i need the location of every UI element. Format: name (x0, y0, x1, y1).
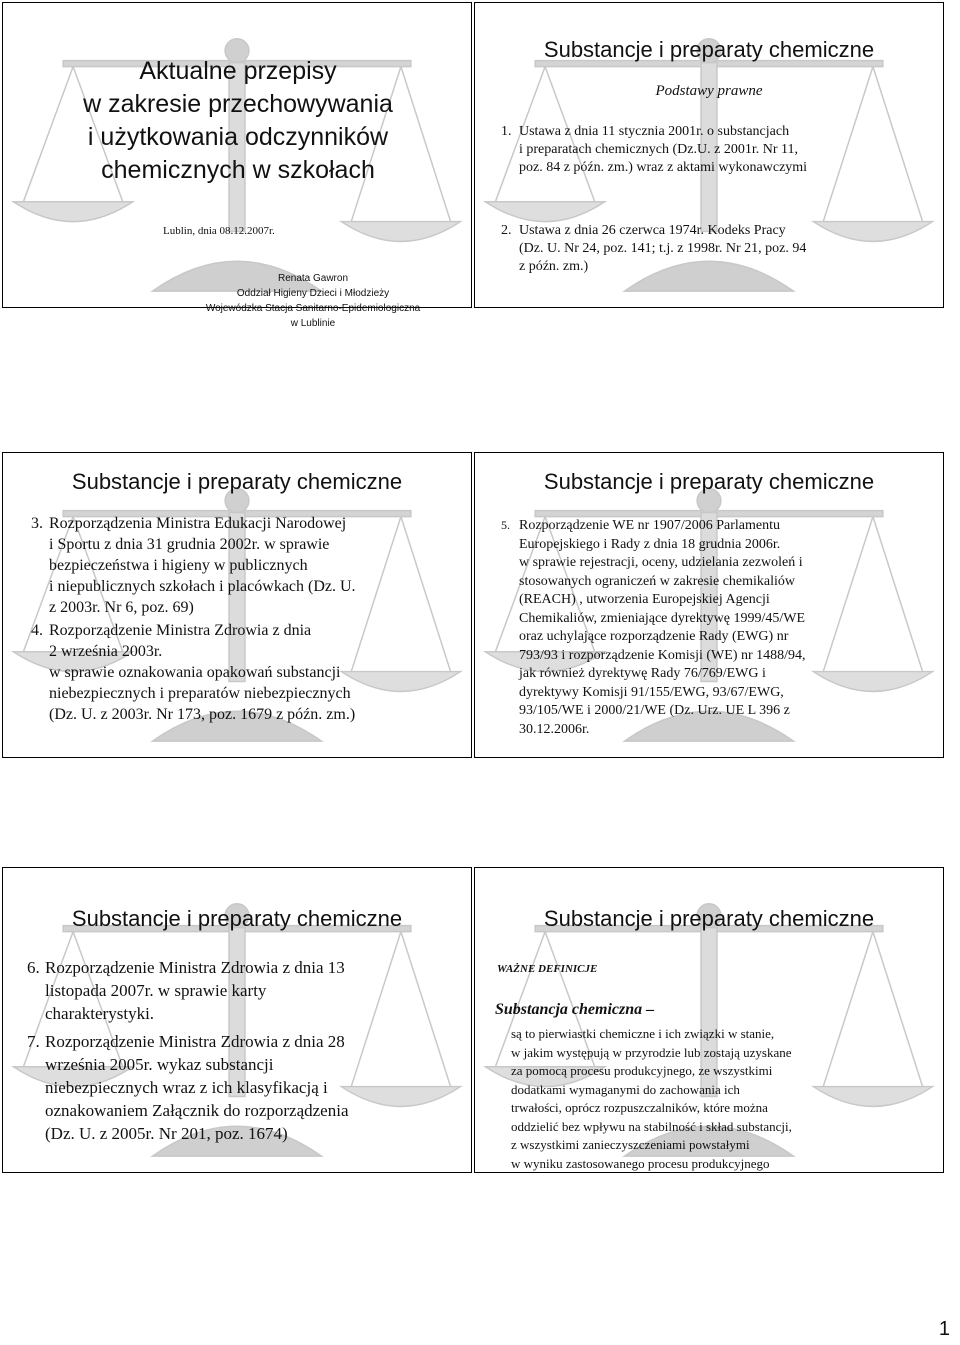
item-line: i Sportu z dnia 31 grudnia 2002r. w sprawie (49, 536, 330, 553)
definition-line: dodatkami wymaganymi do zachowania ich (511, 1081, 740, 1097)
slide-6 (474, 867, 944, 1173)
page-number: 1 (938, 1318, 950, 1340)
item-line: Europejskiego i Rady z dnia 18 grudnia 2006r. (519, 536, 781, 552)
author-dept: Oddział Higieny Dzieci i Młodzieży (236, 288, 390, 299)
definition-line: z wszystkimi zanieczyszczeniami powstałymi (511, 1137, 750, 1152)
item-line: (REACH) , utworzenia Europejskiej Agencji (519, 592, 770, 607)
item-line: Rozporządzenie WE nr 1907/2006 Parlamentu (519, 518, 780, 533)
item-line: stosowanych ograniczeń w zakresie chemikaliów (519, 573, 796, 589)
item-number: 1. (501, 124, 512, 139)
item-line: poz. 84 z późn. zm.) wraz z aktami wykonawczymi (519, 160, 808, 175)
item-line: z późn. zm.) (519, 259, 589, 274)
slide-1-title (3, 55, 473, 187)
lecture-date: Lublin, dnia 08.12.2007r. (163, 225, 275, 237)
author-block (198, 271, 428, 331)
list-item-5 (501, 516, 806, 739)
item-line: Chemikaliów, zmieniające dyrektywę 1999/45/WE (519, 610, 806, 626)
item-line: Rozporządzenie Ministra Zdrowia z dnia 13 (45, 958, 345, 977)
item-line: w sprawie oznakowania opakowań substancji (49, 664, 341, 681)
item-line: 793/93 i rozporządzenie Komisji (WE) nr 1488/94, (519, 647, 806, 663)
item-line: niebezpiecznych i preparatów niebezpiecznych (49, 685, 351, 702)
list-item-3 (31, 513, 356, 618)
slide-5 (2, 867, 472, 1173)
slide-title: Substancje i preparaty chemiczne (71, 906, 403, 931)
list-item-6 (27, 956, 345, 1025)
item-number: 2. (501, 223, 512, 238)
item-line: 2 września 2003r. (49, 643, 163, 660)
item-number: 3. (31, 515, 43, 532)
item-line: Rozporządzenie Ministra Zdrowia z dnia 28 (45, 1032, 345, 1051)
item-line: (Dz. U. Nr 24, poz. 141; t.j. z 1998r. Nr 21, poz. 94 (519, 241, 807, 256)
slide-subtitle: Podstawy prawne (655, 83, 763, 99)
slide-title: Substancje i preparaty chemiczne (71, 469, 403, 494)
item-line: bezpieczeństwa i higieny w publicznych (49, 557, 308, 574)
item-line: Rozporządzenie Ministra Zdrowia z dnia (49, 622, 312, 639)
item-line: Ustawa z dnia 26 czerwca 1974r. Kodeks Pracy (519, 223, 786, 238)
author-name: Renata Gawron (277, 273, 349, 284)
list-item-1 (501, 123, 807, 177)
list-item-7 (27, 1030, 349, 1145)
item-line: z 2003r. Nr 6, poz. 69) (49, 599, 194, 616)
item-line: oraz uchylające rozporządzenie Rady (EWG) nr (519, 629, 789, 644)
item-number: 5. (501, 518, 510, 532)
item-number: 7. (27, 1032, 40, 1051)
definition-line: za pomocą procesu produkcyjnego, ze wszystkimi (511, 1063, 773, 1078)
item-line: Ustawa z dnia 11 stycznia 2001r. o substancjach (519, 124, 790, 139)
item-line: w sprawie rejestracji, oceny, udzielania zezwoleń i (519, 555, 803, 570)
slide-4 (474, 452, 944, 758)
definition-line: w wyniku zastosowanego procesu produkcyjnego (511, 1155, 770, 1171)
definition-line: trwałości, oprócz rozpuszczalników, które można (511, 1100, 768, 1115)
list-item-2 (501, 222, 806, 276)
item-line: listopada 2007r. w sprawie karty (45, 981, 267, 1000)
item-line: niebezpiecznych wraz z ich klasyfikacją i (45, 1078, 328, 1097)
author-city: w Lublinie (290, 318, 336, 329)
title-line: i użytkowania odczynników (87, 123, 389, 151)
slide-1 (2, 2, 472, 329)
slide-title: Substancje i preparaty chemiczne (543, 906, 875, 931)
item-line: i niepublicznych szkołach i placówkach (Dz. U. (49, 578, 356, 595)
item-line: 93/105/WE i 2000/21/WE (Dz. Urz. UE L 396 z (519, 703, 790, 718)
item-number: 4. (31, 622, 43, 639)
item-line: 30.12.2006r. (519, 721, 590, 737)
item-line: (Dz. U. z 2003r. Nr 173, poz. 1679 z późn. zm.) (49, 706, 356, 723)
title-line: Aktualne przepisy (139, 57, 337, 85)
item-line: (Dz. U. z 2005r. Nr 201, poz. 1674) (45, 1124, 288, 1143)
list-item-4 (31, 620, 355, 725)
slide-title: Substancje i preparaty chemiczne (543, 469, 875, 494)
item-line: oznakowaniem Załącznik do rozporządzenia (45, 1101, 349, 1120)
author-inst: Wojewódzka Stacja Sanitarno-Epidemiologiczna (205, 303, 421, 314)
definition-line: oddzielić bez wpływu na stabilność i skład substancji, (511, 1118, 792, 1134)
slide-2 (474, 2, 944, 308)
item-line: jak również dyrektywę Rady 76/769/EWG i (519, 666, 766, 681)
item-number: 6. (27, 958, 40, 977)
definition-term: Substancja chemiczna – (495, 1001, 655, 1018)
definition-line: w jakim występują w przyrodzie lub zostają uzyskane (511, 1044, 792, 1060)
definition-text (511, 1025, 792, 1173)
title-line: chemicznych w szkołach (101, 156, 375, 184)
item-line: Rozporządzenia Ministra Edukacji Narodowej (49, 515, 347, 532)
item-line: września 2005r. wykaz substancji (45, 1055, 274, 1074)
item-line: charakterystyki. (45, 1004, 155, 1023)
definitions-heading: WAŻNE DEFINICJE (497, 963, 598, 975)
item-line: dyrektywy Komisji 91/155/EWG, 93/67/EWG, (519, 684, 784, 700)
slide-title: Substancje i preparaty chemiczne (543, 37, 875, 62)
slide-3 (2, 452, 472, 758)
title-line: w zakresie przechowywania (83, 90, 393, 118)
definition-line: są to pierwiastki chemiczne i ich związki w stanie, (511, 1026, 775, 1041)
item-line: i preparatach chemicznych (Dz.U. z 2001r. Nr 11, (519, 142, 798, 157)
